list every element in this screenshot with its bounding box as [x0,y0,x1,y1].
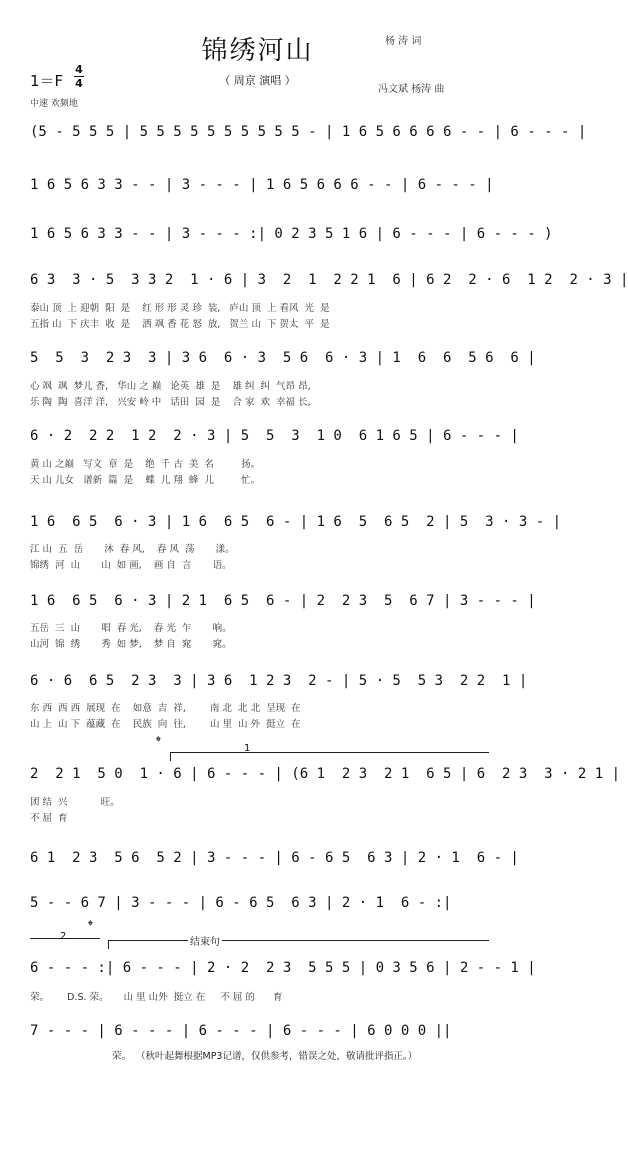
notation-line: (5 - 5 5 5 | 5 5 5 5 5 5 5 5 5 5 - | 1 6 5 6 6 6 6 - - | 6 - - - | [30,124,587,140]
lyric-verse-2: 五指 山 下 庆丰 收 是 洒 飒 香 花 怒 放, 贺兰 山 下 贺太 平 是 [30,319,330,330]
notation-line: 6 - - - :| 6 - - - | 2 · 2 2 3 5 5 5 | 0 3 5 6 | 2 - - 1 | [30,960,536,976]
notation-line: 6 · 2 2 2 1 2 2 · 3 | 5 5 3 1 0 6 1 6 5 | 6 - - - | [30,428,519,444]
notation-line: 5 5 3 2 3 3 | 3 6 6 · 3 5 6 6 · 3 | 1 6 6 5 6 6 | [30,350,536,366]
volta-number-2: 2 [60,931,67,942]
notation-line: 1 6 6 5 6 · 3 | 2 1 6 5 6 - | 2 2 3 5 6 7 | 3 - - - | [30,593,536,609]
coda-sign-icon: 𝄌 [88,918,93,934]
lyricist-credit: 杨 涛 词 [385,36,422,47]
lyric-verse-2: 乐 陶 陶 喜洋 洋, 兴安 岭 中 话田 园 是 合 家 欢 幸福 长, [30,397,311,408]
notation-line: 5 - - 6 7 | 3 - - - | 6 - 6 5 6 3 | 2 · 1 6 - :| [30,895,452,911]
final-lyric: 荣。 [112,1051,132,1062]
volta-number-1: 1 [244,743,251,754]
notation-line: 6 1 2 3 5 6 5 2 | 3 - - - | 6 - 6 5 6 3 | 2 · 1 6 - | [30,850,519,866]
composer-credit: 冯文斌 杨涛 曲 [378,84,445,95]
notation-line: 2 2 1 5 0 1 · 6 | 6 - - - | (6 1 2 3 2 1 6 5 | 6 2 3 3 · 2 1 | [30,766,621,782]
notation-line: 6 3 3 · 5 3 3 2 1 · 6 | 3 2 1 2 2 1 6 | 6 2 2 · 6 1 2 2 · 3 | [30,272,628,288]
coda-sign-icon: 𝄌 [156,734,161,750]
lyric-verse-2: 天 山 儿女 谱新 篇 是 蝶 儿 翔 蜂 儿 忙。 [30,475,261,486]
tempo-marking: 中速 欢频地 [30,99,78,109]
song-title: 锦绣河山 [201,36,314,66]
lyric-verse-2: 山 上 山 下 蕴藏 在 民族 向 往, 山 里 山 外 挺立 在 [30,719,301,730]
lyric-verse-2: 锦绣 河 山 山 如 画, 画 自 言 语。 [30,560,232,571]
notation-line: 1 6 6 5 6 · 3 | 1 6 6 5 6 - | 1 6 5 6 5 2 | 5 3 · 3 - | [30,514,562,530]
lyric-verse-1: 五岳 三 山 唱 春 光, 春 光 乍 响。 [30,623,232,634]
singer-note: （ 周京 演唱 ） [219,74,296,87]
time-signature-top: 4 [75,63,83,76]
lyric-verse-1: 荣。 D.S. 荣。 山 里 山外 挺立 在 不 屈 的 育 [30,992,283,1003]
volta-bracket-1 [170,752,489,761]
lyric-verse-1: 团 结 兴 旺。 [30,797,120,808]
lyric-verse-1: 泰山 顶 上 迎朝 阳 是 红 形 形 灵 珍 装, 庐山 顶 上 看风 光 是 [30,303,330,314]
time-signature [74,64,84,89]
time-signature-bottom: 4 [75,77,83,90]
lyric-verse-1: 心 飒 飒 梦儿 香, 华山 之 巅 论英 雄 是 雄 纠 纠 气昂 昂, [30,381,311,392]
lyric-verse-2: 山河 锦 绣 秀 如 梦, 梦 自 窕 窕。 [30,639,232,650]
transcription-note: （秋叶起舞根据MP3记谱，仅供参考，错误之处，敬请批评指正。） [136,1051,418,1062]
lyric-verse-1: 江 山 五 岳 沐 春 风, 春 风 荡 漾。 [30,544,235,555]
ending-label: 结束句 [188,933,222,948]
lyric-verse-1: 东 西 西 西 展现 在 如意 吉 祥, 南 北 北 北 呈现 在 [30,703,301,714]
notation-line: 1 6 5 6 3 3 - - | 3 - - - | 1 6 5 6 6 6 - - | 6 - - - | [30,177,494,193]
key-signature: 1＝F [30,72,64,90]
ending-bracket [108,940,489,949]
lyric-verse-1: 黄 山 之巅 写文 章 是 绝 千 古 美 名 扬。 [30,459,261,470]
notation-line: 1 6 5 6 3 3 - - | 3 - - - :| 0 2 3 5 1 6 | 6 - - - | 6 - - - ) [30,226,553,242]
lyric-verse-2: 不 屈 育 [30,813,68,824]
notation-line: 7 - - - | 6 - - - | 6 - - - | 6 - - - | 6 0 0 0 || [30,1023,452,1039]
notation-line: 6 · 6 6 5 2 3 3 | 3 6 1 2 3 2 - | 5 · 5 5 3 2 2 1 | [30,673,528,689]
